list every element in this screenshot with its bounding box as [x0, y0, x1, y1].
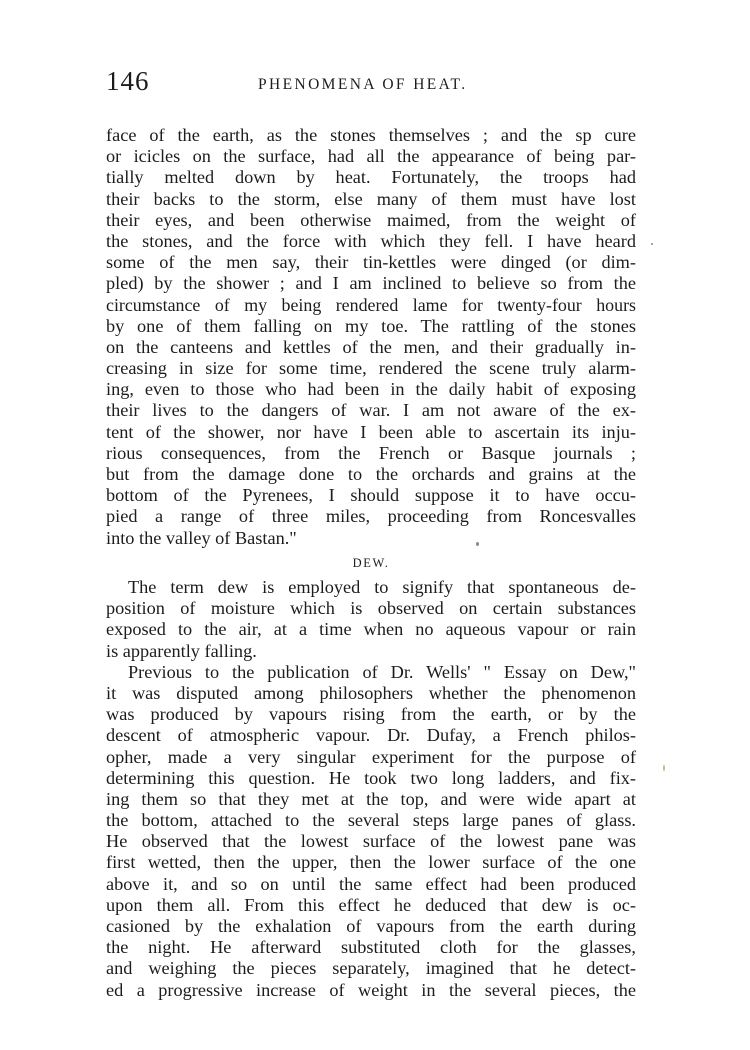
text-line: above it, and so on until the same effect had been produced — [106, 873, 636, 894]
text-line: but from the damage done to the orchards and grains at the — [106, 464, 636, 484]
text-line: it was disputed among philosophers whether the phenomenon — [106, 682, 636, 703]
text-line: circumstance of my being rendered lame for twenty-four hours — [106, 294, 636, 315]
text-line: the night. He afterward substituted cloth for the glasses, — [106, 937, 636, 958]
paragraph-quote-continuation — [106, 125, 636, 549]
dew-section-body — [106, 577, 636, 1001]
text-line: He observed that the lowest surface of the lowest pane was — [106, 831, 636, 852]
text-line: Previous to the publication of Dr. Wells' " Essay on Dew," — [128, 661, 636, 682]
text-line: casioned by the exhalation of vapours from the earth during — [106, 916, 636, 936]
text-line: face of the earth, as the stones themselves ; and the sp cure — [106, 125, 636, 145]
text-line: rious consequences, from the French or Basque journals ; — [106, 442, 636, 463]
text-line: by one of them falling on my toe. The rattling of the stones — [106, 315, 636, 336]
text-line: on the canteens and kettles of the men, and their gradually in- — [106, 336, 636, 357]
section-heading: DEW. — [352, 556, 390, 570]
text-line: opher, made a very singular experiment for the purpose of — [106, 746, 636, 767]
text-line: is apparently falling. — [106, 640, 257, 661]
text-line: ed a progressive increase of weight in the several pieces, the — [106, 979, 636, 1000]
text-line: pied a range of three miles, proceeding from Roncesvalles — [106, 506, 636, 527]
page-number: 146 — [106, 66, 150, 96]
text-line: their eyes, and been otherwise maimed, from the weight of — [106, 209, 636, 230]
text-line: tent of the shower, nor have I been able to ascertain its inju- — [106, 421, 636, 442]
text-line: and weighing the pieces separately, imagined that he detect- — [106, 958, 636, 979]
text-line: into the valley of Bastan." — [106, 527, 297, 548]
text-line: descent of atmospheric vapour. Dr. Dufay, a French philos- — [106, 725, 636, 746]
text-line: exposed to the air, at a time when no aqueous vapour or rain — [106, 619, 636, 640]
text-line: position of moisture which is observed on certain substances — [106, 598, 636, 619]
text-line: the stones, and the force with which they fell. I have heard — [106, 230, 636, 251]
text-line: The term dew is employed to signify that spontaneous de- — [128, 577, 636, 597]
text-line: some of the men say, their tin-kettles were dinged (or dim- — [106, 252, 636, 273]
text-line: pled) by the shower ; and I am inclined to believe so from the — [106, 273, 636, 294]
text-line: ing them so that they met at the top, and were wide apart at — [106, 788, 636, 809]
page-header — [106, 66, 636, 106]
text-line: or icicles on the surface, had all the appearance of being par- — [106, 146, 636, 167]
text-line: creasing in size for some time, rendered the scene truly alarm- — [106, 358, 636, 379]
paper-stain — [663, 765, 665, 771]
text-line: ing, even to those who had been in the daily habit of exposing — [106, 379, 636, 400]
text-line: tially melted down by heat. Fortunately, the troops had — [106, 167, 636, 188]
text-line: their lives to the dangers of war. I am not aware of the ex- — [106, 400, 636, 421]
ink-speck — [476, 542, 479, 546]
text-line: first wetted, then the upper, then the lower surface of the one — [106, 852, 636, 873]
running-title: PHENOMENA OF HEAT. — [258, 76, 468, 93]
text-line: upon them all. From this effect he deduced that dew is oc- — [106, 894, 636, 915]
paragraph-dew-definition — [106, 577, 636, 662]
text-line: was produced by vapours rising from the earth, or by the — [106, 704, 636, 725]
text-line: bottom of the Pyrenees, I should suppose it to have occu- — [106, 485, 636, 506]
text-line: determining this question. He took two long ladders, and fix- — [106, 767, 636, 788]
paragraph-dufay-experiment — [106, 662, 636, 1001]
text-line: their backs to the storm, else many of them must have lost — [106, 188, 636, 209]
ink-speck — [651, 243, 653, 245]
text-line: the bottom, attached to the several steps large panes of glass. — [106, 810, 636, 831]
